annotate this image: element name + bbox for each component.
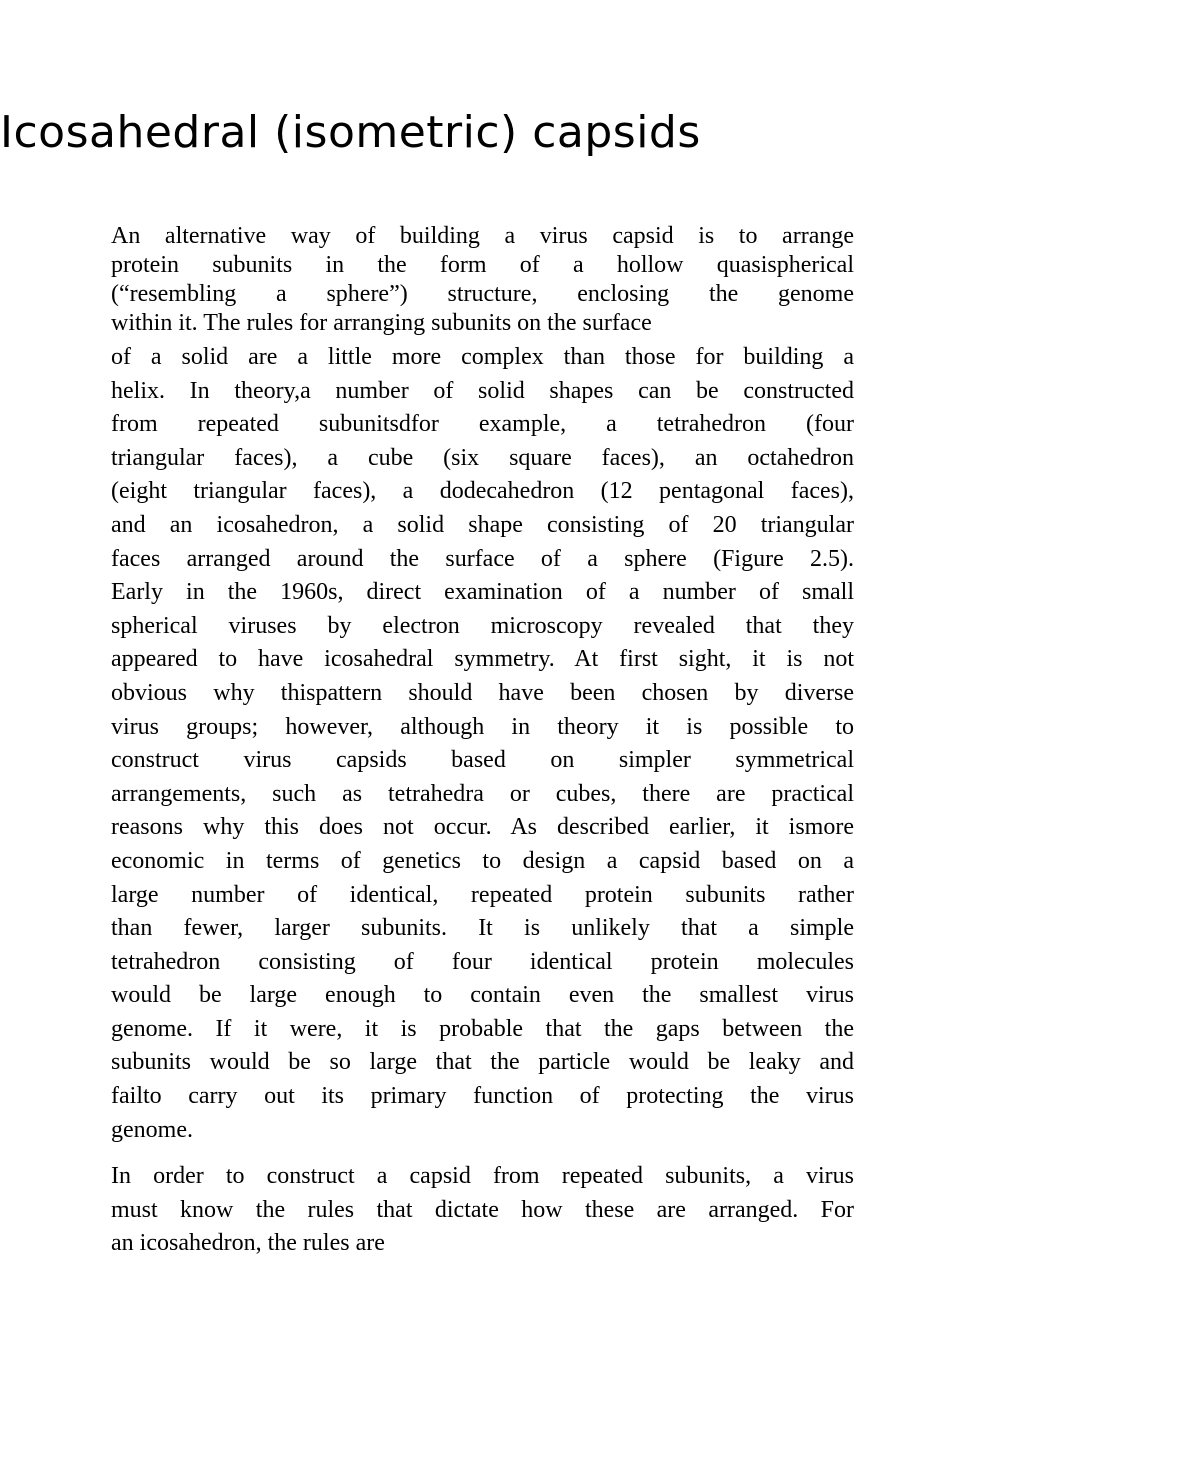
text-line: Early in the 1960s, direct examination of a number of small [111, 579, 854, 606]
text-line: large number of identical, repeated protein subunits rather [111, 881, 854, 908]
text-line: spherical viruses by electron microscopy revealed that they [111, 612, 854, 639]
text-line: virus groups; however, although in theory it is possible to [111, 713, 854, 740]
page-title: Icosahedral (isometric) capsids [0, 107, 701, 158]
text-line: reasons why this does not occur. As described earlier, it ismore [111, 814, 854, 841]
text-line: In order to construct a capsid from repeated subunits, a virus [111, 1163, 854, 1190]
text-line: than fewer, larger subunits. It is unlikely that a simple [111, 915, 854, 942]
text-line: failto carry out its primary function of protecting the virus [111, 1083, 854, 1110]
text-line: and an icosahedron, a solid shape consisting of 20 triangular [111, 511, 854, 538]
text-line: helix. In theory,a number of solid shapes can be constructed [111, 377, 854, 404]
text-line: construct virus capsids based on simpler symmetrical [111, 747, 854, 774]
text-line: faces arranged around the surface of a sphere (Figure 2.5). [111, 545, 854, 572]
text-line: protein subunits in the form of a hollow quasispherical [111, 252, 854, 278]
body-text [111, 222, 854, 1261]
paragraph-1-opening [111, 222, 854, 338]
text-line: must know the rules that dictate how these are arranged. For [111, 1196, 854, 1223]
text-line: genome. If it were, it is probable that the gaps between the [111, 1015, 854, 1042]
text-line: of a solid are a little more complex than those for building a [111, 344, 854, 370]
text-line: An alternative way of building a virus capsid is to arrange [111, 223, 854, 249]
text-line: triangular faces), a cube (six square faces), an octahedron [111, 444, 854, 471]
text-line: would be large enough to contain even the smallest virus [111, 982, 854, 1009]
text-line: arrangements, such as tetrahedra or cubes, there are practical [111, 780, 854, 807]
text-line: an icosahedron, the rules are [111, 1230, 385, 1257]
text-line: (eight triangular faces), a dodecahedron (12 pentagonal faces), [111, 478, 854, 505]
text-line: genome. [111, 1116, 193, 1143]
text-line: (“resembling a sphere”) structure, enclosing the genome [111, 281, 854, 307]
text-line: within it. The rules for arranging subunits on the surface [111, 310, 652, 336]
text-line: economic in terms of genetics to design a capsid based on a [111, 847, 854, 874]
text-line: appeared to have icosahedral symmetry. At first sight, it is not [111, 646, 854, 673]
text-line: obvious why thispattern should have been chosen by diverse [111, 679, 854, 706]
paragraph-2 [111, 1160, 854, 1261]
text-line: subunits would be so large that the particle would be leaky and [111, 1049, 854, 1076]
paragraph-1-continued [111, 341, 854, 1147]
text-line: tetrahedron consisting of four identical protein molecules [111, 948, 854, 975]
text-line: from repeated subunitsdfor example, a tetrahedron (four [111, 411, 854, 438]
